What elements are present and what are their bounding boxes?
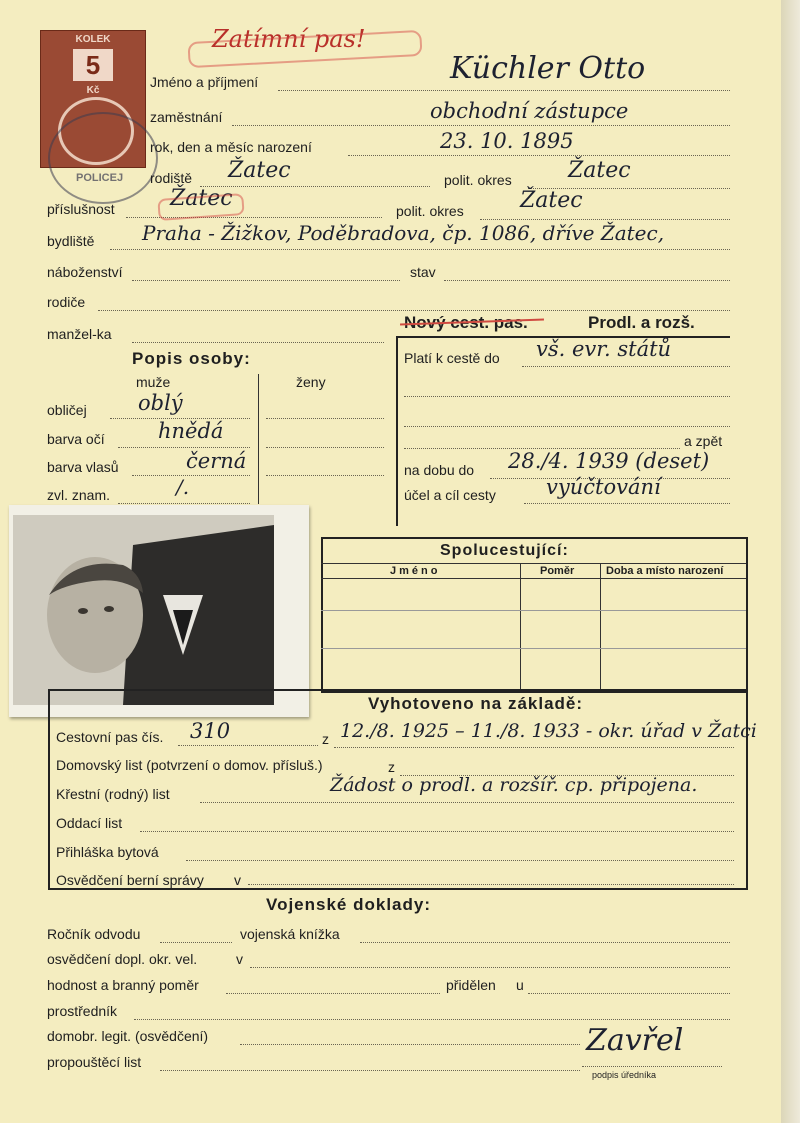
passport-left-rule <box>396 336 398 526</box>
spol-col-sep-2 <box>600 563 601 689</box>
spol-col-doba: Doba a místo narození <box>606 565 724 577</box>
znam-line <box>118 503 250 504</box>
pas-z: z <box>322 731 329 747</box>
narozeni-label: rok, den a měsíc narození <box>150 139 312 155</box>
prislusnost-okres-value: Žatec <box>520 188 583 213</box>
knizka-label: vojenská knížka <box>240 926 340 942</box>
novy-pas-title: Nový cest. pas. <box>404 313 528 332</box>
oci-line-f <box>266 447 384 448</box>
rodiste-label: rodiště <box>150 170 193 186</box>
rocnik-line <box>160 942 232 943</box>
vlasy-line-f <box>266 475 384 476</box>
spol-row-2 <box>321 648 746 649</box>
prislusnost-okres-line <box>480 219 730 220</box>
ucel-label: účel a cíl cesty <box>404 487 496 503</box>
plati-line-2 <box>404 396 730 397</box>
prislusnost-okres-label: polit. okres <box>396 203 464 219</box>
stamp-currency: Kč <box>86 85 100 96</box>
pridelen-u: u <box>516 977 524 993</box>
legit-line <box>240 1044 580 1045</box>
page-edge <box>781 0 800 1123</box>
narozeni-value: 23. 10. 1895 <box>440 129 574 153</box>
signature-label: podpis úředníka <box>592 1070 657 1080</box>
jmeno-label: Jméno a příjmení <box>150 74 259 90</box>
prostrednik-label: prostředník <box>47 1003 118 1019</box>
domov-z: z <box>388 759 395 775</box>
portrait-image <box>13 515 274 705</box>
hodnost-label: hodnost a branný poměr <box>47 977 199 993</box>
vyhotoveno-title: Vyhotoveno na základě: <box>368 694 584 713</box>
jmeno-value: Küchler Otto <box>450 51 646 86</box>
pas-value: 310 <box>190 719 231 743</box>
rodiste-value: Žatec <box>228 158 291 183</box>
oci-label: barva očí <box>47 431 105 447</box>
oblicej-label: obličej <box>47 402 87 418</box>
spolucestujici-title: Spolucestující: <box>440 542 569 559</box>
bydliste-value: Praha - Žižkov, Poděbradova, čp. 1086, dříve Žatec, <box>142 221 665 245</box>
prihlaska-label: Přihláška bytová <box>56 844 159 860</box>
krestni-label: Křestní (rodný) list <box>56 786 170 802</box>
seal-text: POLICEJ <box>76 172 124 184</box>
berni-line <box>248 884 734 885</box>
doba-label: na dobu do <box>404 462 475 478</box>
annotation-zatimni-pas: Zatímní pas! <box>212 25 366 53</box>
plati-line <box>522 366 730 367</box>
plati-value: vš. evr. států <box>536 337 672 361</box>
vojenske-title: Vojenské doklady: <box>266 895 432 914</box>
berni-v: v <box>234 872 241 888</box>
nabozenstvi-line <box>132 280 400 281</box>
a-zpet: a zpět <box>684 433 723 449</box>
prodl-title: Prodl. a rozš. <box>588 313 695 332</box>
zamestnani-label: zaměstnání <box>150 109 223 125</box>
stav-label: stav <box>410 264 436 280</box>
vyhotoveno-left <box>48 689 50 717</box>
propousteci-label: propouštěcí list <box>47 1054 142 1070</box>
narozeni-line <box>348 155 730 156</box>
zamestnani-value: obchodní zástupce <box>430 99 629 123</box>
oddaci-line <box>140 831 734 832</box>
manzel-label: manžel-ka <box>47 326 112 342</box>
prislusnost-value: Žatec <box>170 186 233 211</box>
pas-line <box>178 745 318 746</box>
popis-zeny: ženy <box>296 374 326 390</box>
popis-muze: muže <box>136 374 171 390</box>
spol-col-jmeno: Jméno <box>390 565 441 577</box>
osvedceni-label: osvědčení dopl. okr. vel. <box>47 951 198 967</box>
ucel-value: vyúčtování <box>546 475 661 499</box>
vlasy-value: černá <box>186 449 247 473</box>
znam-label: zvl. znam. <box>47 487 111 503</box>
stav-line <box>444 280 730 281</box>
knizka-line <box>360 942 730 943</box>
plati-label: Platí k cestě do <box>404 350 500 366</box>
manzel-line <box>132 342 384 343</box>
bydliste-line <box>110 249 730 250</box>
jmeno-line <box>278 90 730 91</box>
popis-title: Popis osoby: <box>132 349 251 368</box>
rocnik-label: Ročník odvodu <box>47 926 141 942</box>
osvedceni-line <box>250 967 730 968</box>
osvedceni-v: v <box>236 951 243 967</box>
oblicej-value: oblý <box>138 391 183 415</box>
legit-label: domobr. legit. (osvědčení) <box>47 1028 209 1044</box>
plati-line-3 <box>404 426 730 427</box>
popis-divider <box>258 374 259 504</box>
stamp-top: KOLEK <box>75 34 111 45</box>
zamestnani-line <box>232 125 730 126</box>
krestni-value: Žádost o prodl. a rozšíř. cp. připojena. <box>330 774 698 796</box>
pas-label: Cestovní pas čís. <box>56 729 164 745</box>
rodice-label: rodiče <box>47 294 86 310</box>
vlasy-label: barva vlasů <box>47 459 119 475</box>
stamp-denomination: 5 <box>73 49 113 81</box>
bydliste-label: bydliště <box>47 233 95 249</box>
spol-row-1 <box>321 610 746 611</box>
domov-label: Domovský list (potvrzení o domov. přísluš.) <box>56 757 323 773</box>
rodiste-okres-value: Žatec <box>568 158 631 183</box>
portrait-icon <box>13 515 274 705</box>
rodiste-line <box>200 186 430 187</box>
vlasy-line <box>132 475 250 476</box>
krestni-line <box>200 802 734 803</box>
applicant-photo <box>9 505 309 717</box>
official-signature: Zavřel <box>586 1023 684 1058</box>
pas-z-line <box>334 747 734 748</box>
nabozenstvi-label: náboženství <box>47 264 123 280</box>
pridelen-label: přidělen <box>446 977 496 993</box>
ucel-line <box>524 503 730 504</box>
propousteci-line <box>160 1070 580 1071</box>
pridelen-line <box>528 993 730 994</box>
znam-value: /. <box>176 475 190 499</box>
spol-col-pomer: Poměr <box>540 565 575 577</box>
oblicej-line-f <box>266 418 384 419</box>
oci-line <box>118 447 250 448</box>
pas-z-value: 12./8. 1925 – 11./8. 1933 - okr. úřad v Žatci <box>340 720 757 742</box>
prislusnost-label: příslušnost <box>47 201 115 217</box>
doba-value: 28./4. 1939 (deset) <box>508 449 710 473</box>
oci-value: hnědá <box>158 419 224 443</box>
prostrednik-line <box>134 1019 730 1020</box>
spolucestujici-box <box>321 537 748 693</box>
hodnost-line <box>226 993 440 994</box>
oddaci-label: Oddací list <box>56 815 123 831</box>
rodiste-okres-label: polit. okres <box>444 172 512 188</box>
police-seal <box>48 112 158 204</box>
spol-col-sep-1 <box>520 563 521 689</box>
rodice-line <box>98 310 730 311</box>
prihlaska-line <box>186 860 734 861</box>
berni-label: Osvědčení berní správy <box>56 872 204 888</box>
